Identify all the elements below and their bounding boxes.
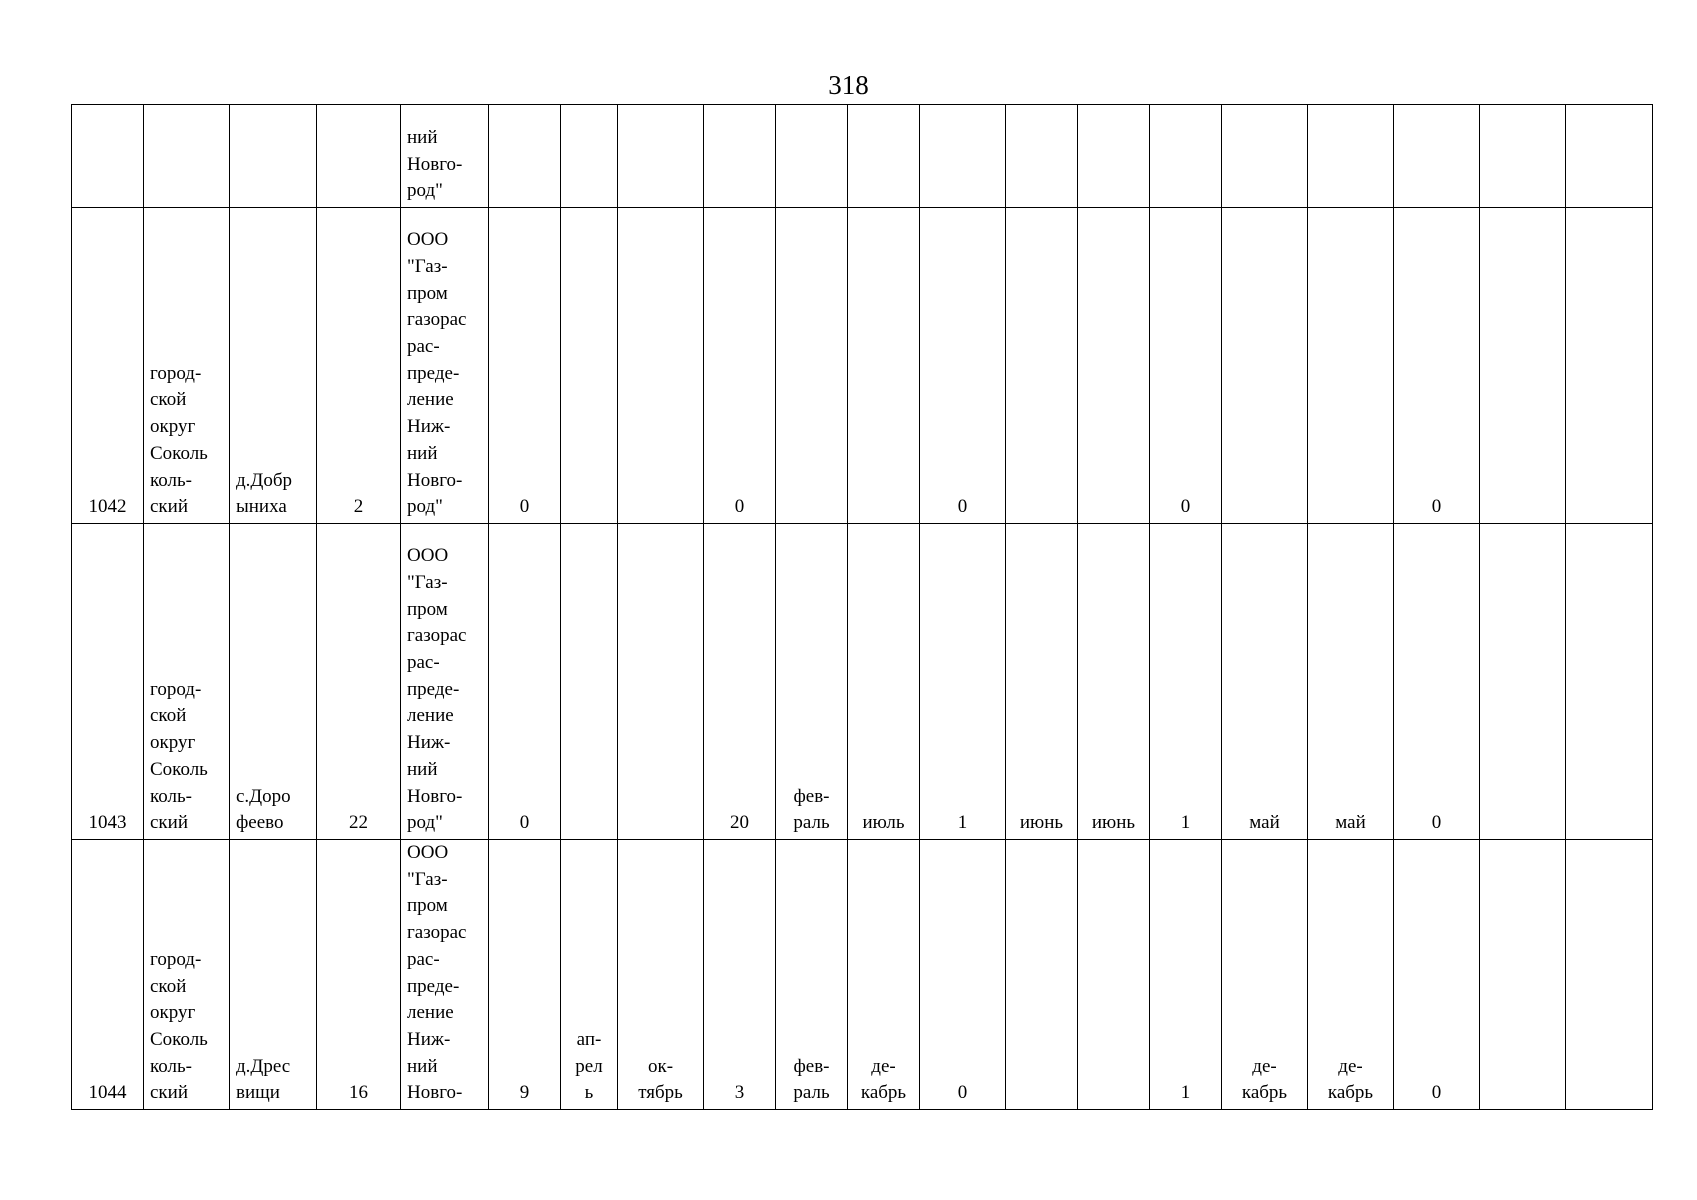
cell-col8: ок- тябрь	[618, 840, 704, 1110]
cell-col10: фев- раль	[776, 524, 848, 840]
cell-col11	[848, 208, 920, 524]
cell-col9	[704, 105, 776, 208]
row-number: 1043	[72, 524, 144, 840]
cell-col6: 9	[489, 840, 561, 1110]
cell-col18: 0	[1394, 208, 1480, 524]
cell-col6: 0	[489, 208, 561, 524]
cell-col14: июнь	[1078, 524, 1150, 840]
settlement-cell	[230, 105, 317, 208]
data-table	[71, 104, 1653, 1110]
cell-col13: июнь	[1006, 524, 1078, 840]
cell-col11: июль	[848, 524, 920, 840]
settlement-cell: с.Доро феево	[230, 524, 317, 840]
cell-col18: 0	[1394, 840, 1480, 1110]
organization-cell: ООО "Газ- пром газорас рас- преде- ление Ниж- ний Новго- род"	[401, 524, 489, 840]
municipality-cell: город- ской округ Соколь коль- ский	[144, 524, 230, 840]
cell-col13	[1006, 105, 1078, 208]
cell-col13	[1006, 208, 1078, 524]
cell-col18: 0	[1394, 524, 1480, 840]
cell-col19	[1480, 208, 1566, 524]
cell-col7: ап- рел ь	[561, 840, 618, 1110]
municipality-cell	[144, 105, 230, 208]
cell-col7	[561, 524, 618, 840]
cell-col15: 0	[1150, 208, 1222, 524]
cell-col12	[920, 105, 1006, 208]
cell-col15: 1	[1150, 840, 1222, 1110]
cell-col20	[1566, 208, 1653, 524]
table-row	[72, 840, 1653, 1110]
settlement-cell: д.Дрес вищи	[230, 840, 317, 1110]
row-number: 1044	[72, 840, 144, 1110]
cell-col10	[776, 208, 848, 524]
cell-col9: 20	[704, 524, 776, 840]
cell-col17: де- кабрь	[1308, 840, 1394, 1110]
table-row	[72, 524, 1653, 840]
cell-col7	[561, 105, 618, 208]
cell-col6	[489, 105, 561, 208]
row-number: 1042	[72, 208, 144, 524]
cell-col12: 1	[920, 524, 1006, 840]
cell-col17	[1308, 208, 1394, 524]
cell-col12: 0	[920, 208, 1006, 524]
organization-cell: ООО "Газ- пром газорас рас- преде- ление Ниж- ний Новго-	[401, 840, 489, 1110]
cell-col14	[1078, 105, 1150, 208]
organization-cell: ООО "Газ- пром газорас рас- преде- ление Ниж- ний Новго- род"	[401, 208, 489, 524]
cell-col19	[1480, 524, 1566, 840]
cell-col16: де- кабрь	[1222, 840, 1308, 1110]
cell-col11	[848, 105, 920, 208]
cell-col8	[618, 524, 704, 840]
cell-col16	[1222, 208, 1308, 524]
cell-col15	[1150, 105, 1222, 208]
cell-col20	[1566, 840, 1653, 1110]
table-row	[72, 105, 1653, 208]
cell-col9: 3	[704, 840, 776, 1110]
municipality-cell: город- ской округ Соколь коль- ский	[144, 840, 230, 1110]
cell-col4	[317, 105, 401, 208]
settlement-cell: д.Добр ыниха	[230, 208, 317, 524]
municipality-cell: город- ской округ Соколь коль- ский	[144, 208, 230, 524]
cell-col19	[1480, 105, 1566, 208]
row-number	[72, 105, 144, 208]
cell-col15: 1	[1150, 524, 1222, 840]
cell-col17	[1308, 105, 1394, 208]
cell-col8	[618, 208, 704, 524]
cell-col10: фев- раль	[776, 840, 848, 1110]
cell-col8	[618, 105, 704, 208]
cell-col19	[1480, 840, 1566, 1110]
cell-col20	[1566, 105, 1653, 208]
cell-col10	[776, 105, 848, 208]
cell-col4: 2	[317, 208, 401, 524]
cell-col13	[1006, 840, 1078, 1110]
table-row	[72, 208, 1653, 524]
cell-col11: де- кабрь	[848, 840, 920, 1110]
organization-cell: ний Новго- род"	[401, 105, 489, 208]
cell-col4: 16	[317, 840, 401, 1110]
cell-col14	[1078, 840, 1150, 1110]
cell-col9: 0	[704, 208, 776, 524]
cell-col16	[1222, 105, 1308, 208]
cell-col16: май	[1222, 524, 1308, 840]
cell-col4: 22	[317, 524, 401, 840]
cell-col7	[561, 208, 618, 524]
page-number: 318	[828, 70, 869, 100]
cell-col6: 0	[489, 524, 561, 840]
cell-col12: 0	[920, 840, 1006, 1110]
cell-col14	[1078, 208, 1150, 524]
cell-col18	[1394, 105, 1480, 208]
cell-col20	[1566, 524, 1653, 840]
cell-col17: май	[1308, 524, 1394, 840]
